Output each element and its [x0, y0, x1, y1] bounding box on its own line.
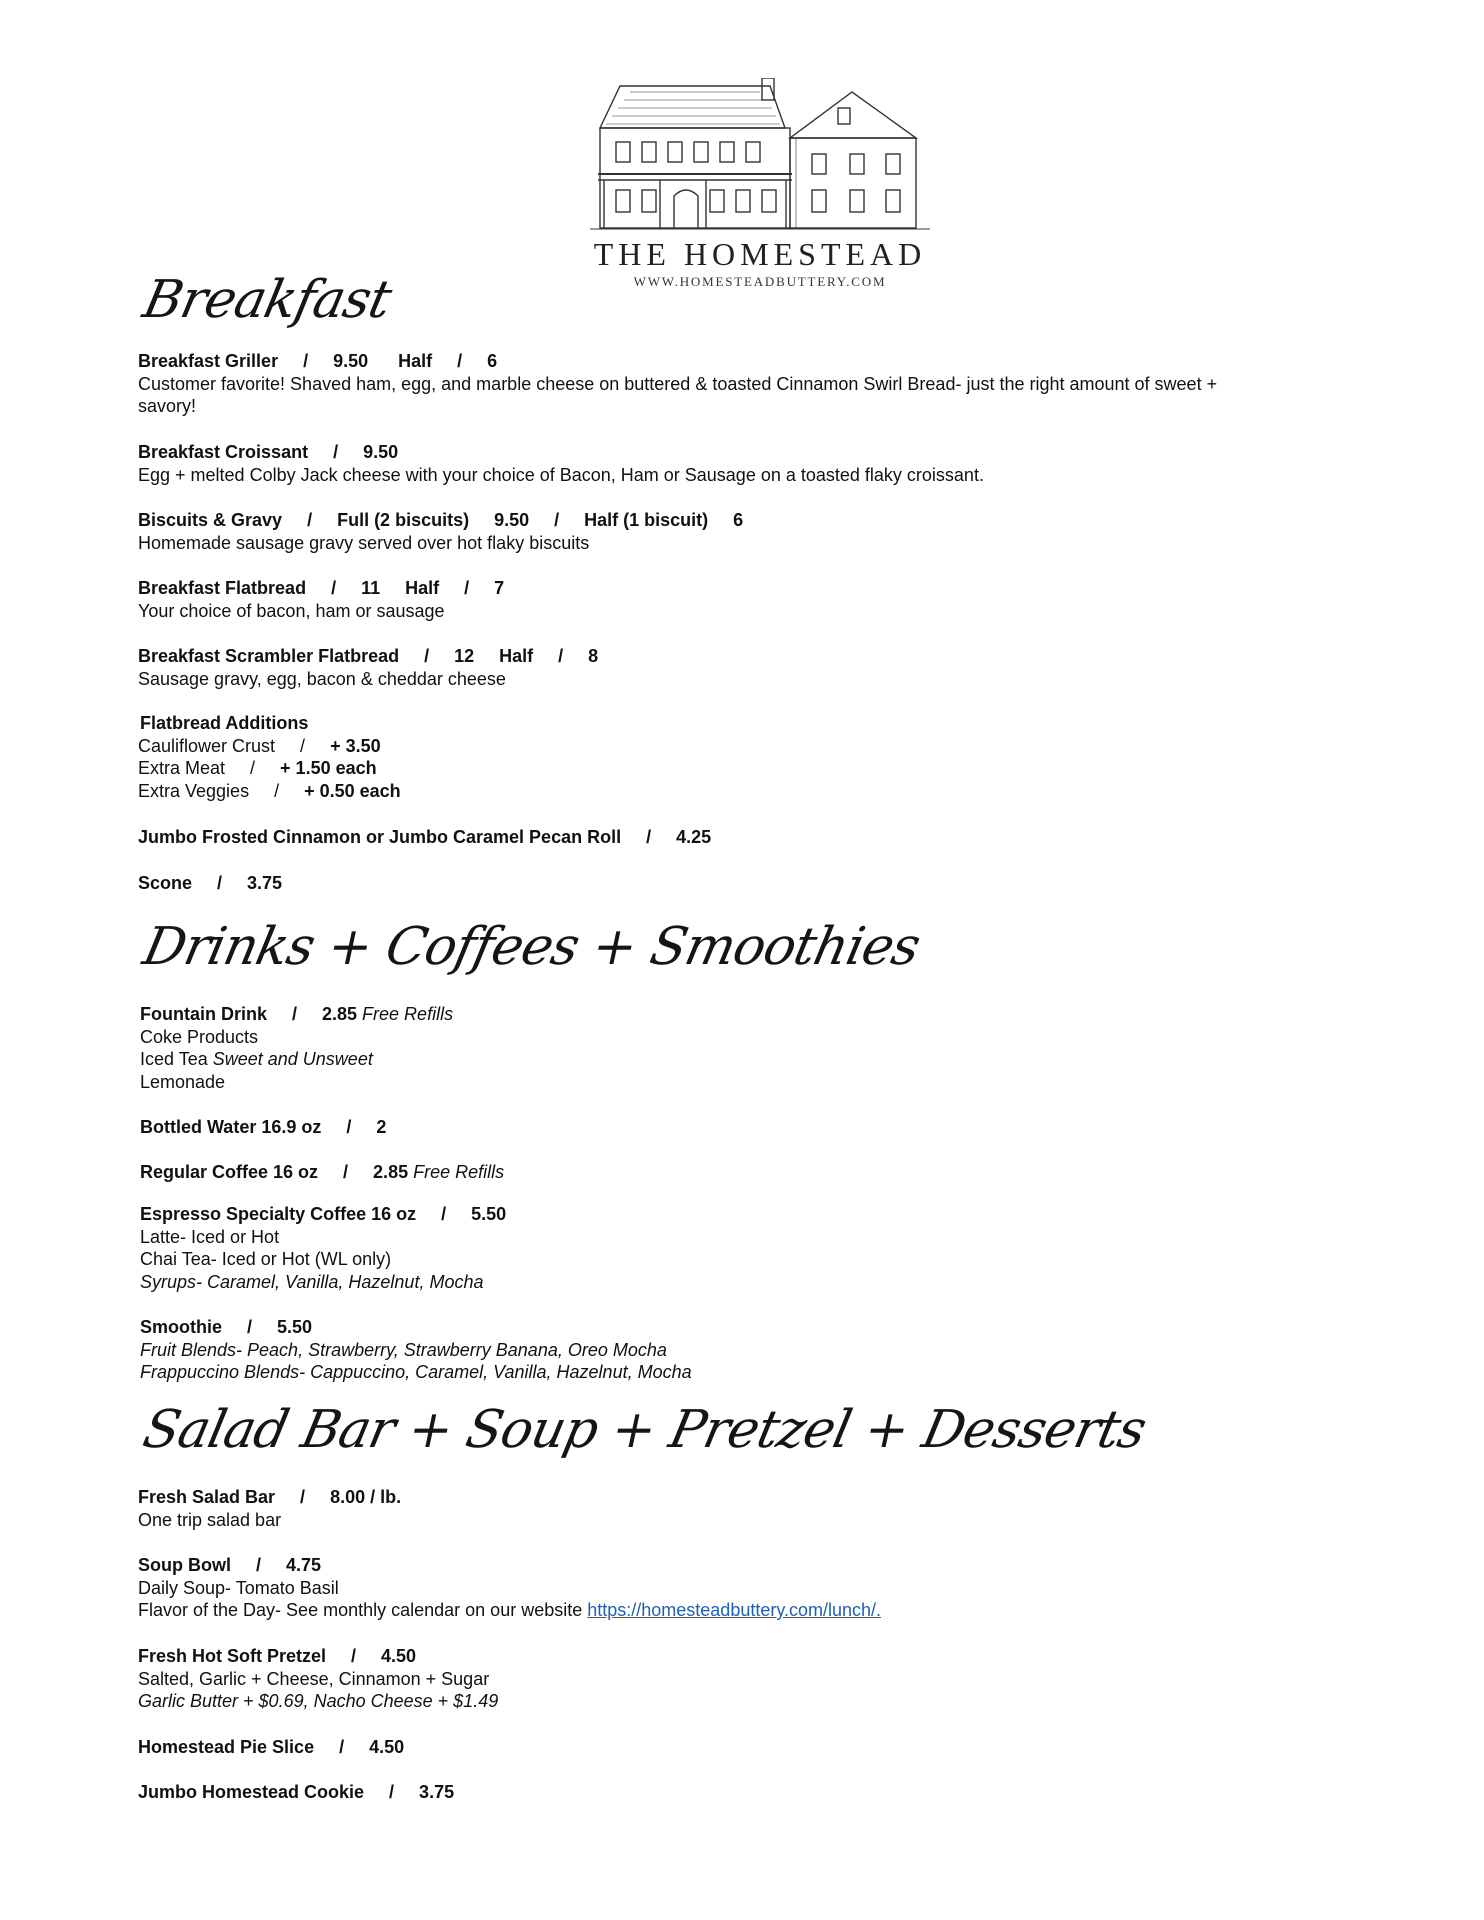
item-title-row: [140, 1003, 1330, 1026]
addition-price: + 0.50 each: [304, 780, 401, 801]
item-title: Breakfast Flatbread / 11 Half / 7: [138, 578, 505, 598]
item-title: Breakfast Croissant / 9.50: [138, 442, 399, 462]
menu-item-jumbo-roll: [138, 826, 1328, 849]
item-desc: Salted, Garlic + Cheese, Cinnamon + Sugar: [138, 1668, 490, 1689]
item-desc: Egg + melted Colby Jack cheese with your choice of Bacon, Ham or Sausage on a toasted flaky croissant.: [138, 464, 984, 485]
item-desc: Your choice of bacon, ham or sausage: [138, 600, 445, 621]
lunch-calendar-link[interactable]: https://homesteadbuttery.com/lunch/.: [587, 1600, 882, 1620]
item-note: Free Refills: [357, 1004, 454, 1024]
item-title: Fresh Hot Soft Pretzel / 4.50: [138, 1646, 417, 1666]
menu-item-regular-coffee: [140, 1161, 1330, 1184]
item-desc: One trip salad bar: [138, 1509, 282, 1530]
item-note: Free Refills: [408, 1162, 505, 1182]
item-desc: Chai Tea- Iced or Hot (WL only): [140, 1249, 392, 1269]
item-desc: Homemade sausage gravy served over hot flaky biscuits: [138, 532, 590, 553]
item-desc: Garlic Butter + $0.69, Nacho Cheese + $1.49: [138, 1691, 499, 1711]
item-desc: Sausage gravy, egg, bacon & cheddar cheese: [138, 668, 506, 689]
item-desc: Fruit Blends- Peach, Strawberry, Strawberry Banana, Oreo Mocha: [140, 1339, 667, 1360]
menu-item-soup-bowl: [138, 1554, 1328, 1622]
menu-item-biscuits-gravy: [138, 509, 1328, 554]
item-desc-row: [138, 1599, 1328, 1622]
item-desc: Frappuccino Blends- Cappuccino, Caramel, Vanilla, Hazelnut, Mocha: [140, 1362, 692, 1382]
addition-label: Extra Meat /: [138, 758, 281, 778]
menu-item-breakfast-croissant: [138, 441, 1328, 486]
menu-item-fountain-drink: [140, 1003, 1330, 1093]
item-title: Jumbo Homestead Cookie / 3.75: [138, 1782, 455, 1802]
item-desc: Coke Products: [140, 1026, 259, 1047]
addition-item: [138, 757, 1328, 780]
menu-item-breakfast-griller: [138, 350, 1328, 418]
addition-item: [138, 735, 1328, 758]
item-title: Jumbo Frosted Cinnamon or Jumbo Caramel Pecan Roll / 4.25: [138, 827, 712, 847]
section-heading-breakfast: Breakfast: [138, 270, 396, 330]
section-heading-salad: Salad Bar + Soup + Pretzel + Desserts: [138, 1400, 1151, 1460]
brand-url: WWW.HOMESTEADBUTTERY.COM: [633, 274, 887, 289]
item-desc: Lemonade: [140, 1071, 226, 1092]
menu-item-scone: [138, 872, 1328, 895]
item-title: Biscuits & Gravy / Full (2 biscuits) 9.50 / Half (1 biscuit) 6: [138, 510, 744, 530]
farmhouse-illustration-icon: [590, 78, 930, 230]
item-desc-row: [140, 1048, 1330, 1071]
menu-item-espresso: [140, 1203, 1330, 1293]
item-desc: Iced Tea: [140, 1049, 213, 1069]
flatbread-additions: [138, 712, 1328, 802]
menu-item-pie-slice: [138, 1736, 1328, 1759]
addition-price: + 1.50 each: [280, 758, 377, 778]
item-title: Fountain Drink / 2.85: [140, 1004, 358, 1024]
brand-name: THE HOMESTEAD: [593, 236, 927, 272]
addition-item: [138, 780, 1328, 803]
item-title: Bottled Water 16.9 oz / 2: [140, 1117, 387, 1137]
item-title-row: [140, 1161, 1330, 1184]
menu-item-jumbo-cookie: [138, 1781, 1328, 1804]
menu-item-smoothie: [140, 1316, 1330, 1384]
menu-item-breakfast-flatbread: [138, 577, 1328, 622]
additions-title: Flatbread Additions: [140, 713, 309, 733]
item-desc: Syrups- Caramel, Vanilla, Hazelnut, Mocha: [140, 1271, 484, 1292]
addition-label: Cauliflower Crust /: [138, 735, 331, 756]
item-title: Fresh Salad Bar / 8.00 / lb.: [138, 1487, 402, 1507]
item-title: Homestead Pie Slice / 4.50: [138, 1737, 405, 1757]
item-title: Breakfast Griller / 9.50 Half / 6: [138, 351, 498, 371]
item-desc: Latte- Iced or Hot: [140, 1226, 280, 1247]
item-title: Smoothie / 5.50: [140, 1317, 313, 1337]
menu-item-soft-pretzel: [138, 1645, 1328, 1713]
menu-item-scrambler-flatbread: [138, 645, 1328, 690]
menu-item-bottled-water: [140, 1116, 1330, 1139]
menu-item-salad-bar: [138, 1486, 1328, 1531]
item-desc: Customer favorite! Shaved ham, egg, and marble cheese on buttered & toasted Cinnamon Swirl Bread- just the right amount of sweet +: [138, 373, 1218, 394]
addition-price: + 3.50: [330, 735, 381, 756]
section-heading-drinks: Drinks + Coffees + Smoothies: [138, 917, 925, 977]
item-title: Soup Bowl / 4.75: [138, 1555, 322, 1575]
item-title: Breakfast Scrambler Flatbread / 12 Half / 8: [138, 646, 599, 666]
item-title: Espresso Specialty Coffee 16 oz / 5.50: [140, 1204, 507, 1224]
item-title: Scone / 3.75: [138, 873, 283, 893]
item-desc: savory!: [138, 396, 197, 416]
item-desc: Daily Soup- Tomato Basil: [138, 1577, 339, 1598]
item-note: Sweet and Unsweet: [212, 1049, 373, 1069]
item-title: Regular Coffee 16 oz / 2.85: [140, 1162, 409, 1182]
homestead-logo: [560, 78, 960, 308]
item-desc: Flavor of the Day- See monthly calendar on our website: [138, 1600, 588, 1620]
addition-label: Extra Veggies /: [138, 780, 305, 801]
